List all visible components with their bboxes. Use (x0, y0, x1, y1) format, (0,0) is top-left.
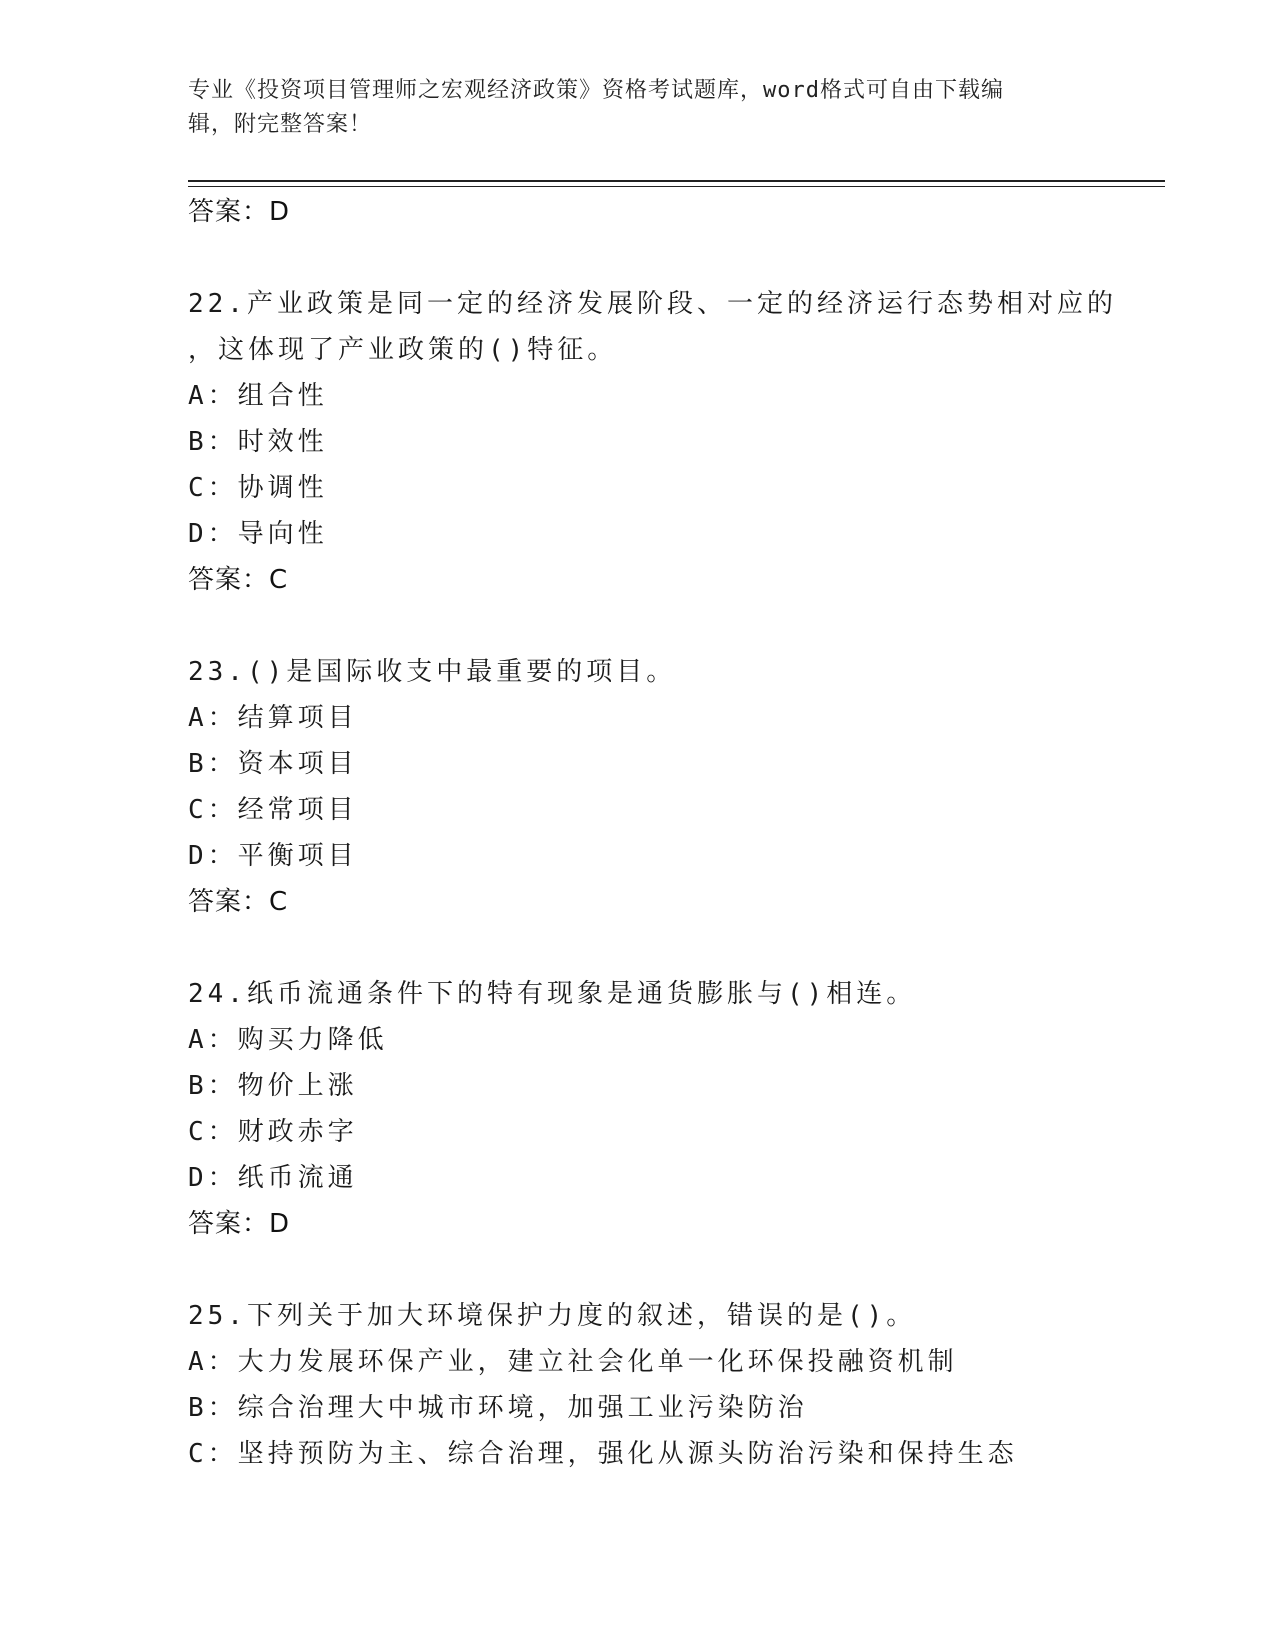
option-d: D：纸币流通 (188, 1163, 358, 1193)
option-b: B：物价上涨 (188, 1071, 358, 1101)
header-rule-thick (188, 180, 1165, 182)
option-c: C：坚持预防为主、综合治理，强化从源头防治污染和保持生态 (188, 1439, 1018, 1469)
question-list (188, 189, 1117, 1477)
question-22 (188, 281, 1117, 603)
option-c: C：协调性 (188, 473, 328, 503)
header-line-1: 专业《投资项目管理师之宏观经济政策》资格考试题库，word格式可自由下载编 (188, 78, 1004, 103)
header-rule-thin (188, 186, 1165, 187)
spacer (188, 235, 1088, 281)
option-a: A：组合性 (188, 381, 328, 411)
header-line-2: 辑，附完整答案！ (188, 112, 373, 137)
answer-previous-question: 答案：D (188, 197, 291, 227)
spacer (188, 1247, 1088, 1293)
question-stem-line: 23.()是国际收支中最重要的项目。 (188, 657, 677, 687)
question-stem-line: 22.产业政策是同一定的经济发展阶段、一定的经济运行态势相对应的 (188, 289, 1117, 319)
option-a: A：购买力降低 (188, 1025, 388, 1055)
question-stem-line: 25.下列关于加大环境保护力度的叙述，错误的是()。 (188, 1301, 917, 1331)
question-stem-line: ，这体现了产业政策的()特征。 (188, 335, 618, 365)
option-a: A：结算项目 (188, 703, 358, 733)
question-24 (188, 971, 1088, 1247)
option-d: D：平衡项目 (188, 841, 358, 871)
answer-line: 答案：D (188, 1209, 291, 1239)
answer-line: 答案：C (188, 887, 289, 917)
spacer (188, 603, 1088, 649)
option-c: C：财政赤字 (188, 1117, 358, 1147)
question-25 (188, 1293, 1088, 1477)
option-b: B：时效性 (188, 427, 328, 457)
option-b: B：综合治理大中城市环境，加强工业污染防治 (188, 1393, 808, 1423)
spacer (188, 925, 1088, 971)
question-stem-line: 24.纸币流通条件下的特有现象是通货膨胀与()相连。 (188, 979, 917, 1009)
document-header (188, 74, 1088, 142)
option-b: B：资本项目 (188, 749, 358, 779)
answer-line: 答案：C (188, 565, 289, 595)
question-23 (188, 649, 1088, 925)
option-d: D：导向性 (188, 519, 328, 549)
option-c: C：经常项目 (188, 795, 358, 825)
option-a: A：大力发展环保产业，建立社会化单一化环保投融资机制 (188, 1347, 958, 1377)
